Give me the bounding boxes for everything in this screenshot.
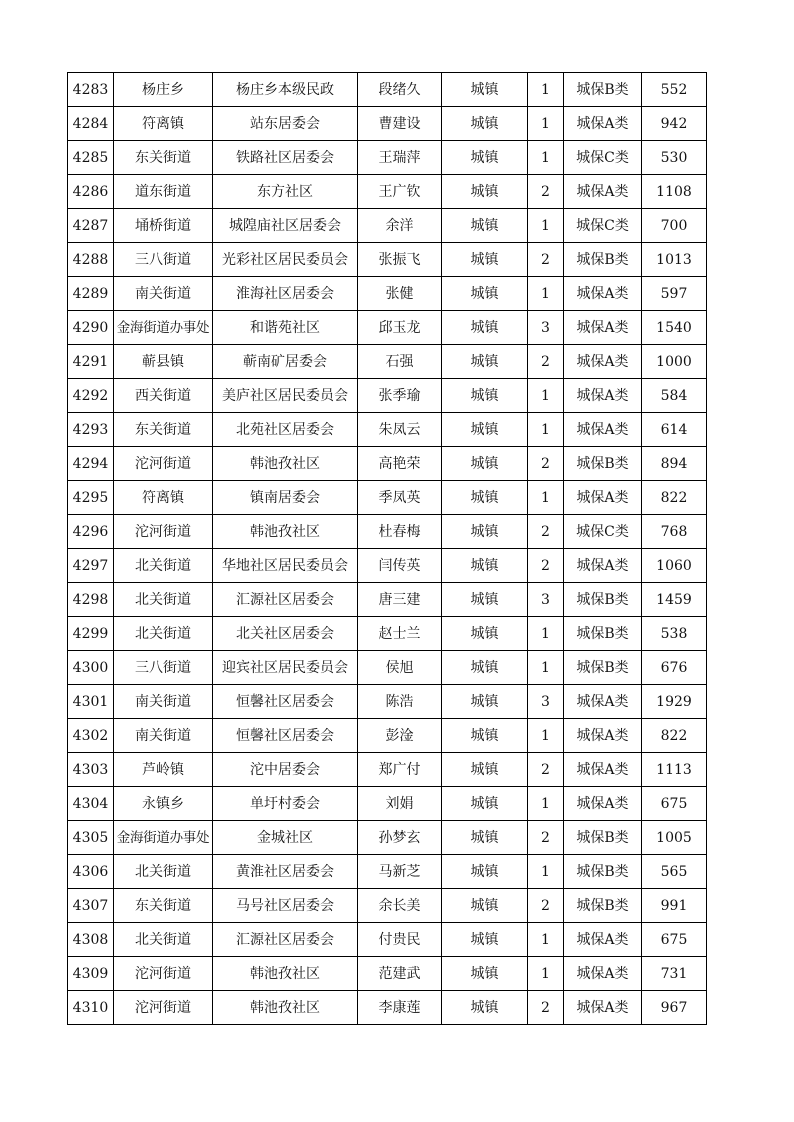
household-count-cell: 1 <box>528 141 564 175</box>
table-row <box>68 957 707 991</box>
area-type-cell: 城镇 <box>442 753 528 787</box>
table-row <box>68 651 707 685</box>
insurance-category-cell: 城保A类 <box>564 175 642 209</box>
table-row <box>68 583 707 617</box>
amount-cell: 1000 <box>642 345 707 379</box>
person-name-cell: 张振飞 <box>358 243 442 277</box>
person-name-cell: 彭淦 <box>358 719 442 753</box>
community-name-cell: 韩池孜社区 <box>213 991 358 1025</box>
amount-cell: 991 <box>642 889 707 923</box>
street-name-cell: 符离镇 <box>114 481 213 515</box>
table-row <box>68 787 707 821</box>
row-number-cell: 4298 <box>68 583 114 617</box>
person-name-cell: 付贵民 <box>358 923 442 957</box>
row-number-cell: 4299 <box>68 617 114 651</box>
table-row <box>68 617 707 651</box>
community-name-cell: 恒馨社区居委会 <box>213 719 358 753</box>
street-name-cell: 北关街道 <box>114 549 213 583</box>
insurance-category-cell: 城保B类 <box>564 447 642 481</box>
household-count-cell: 1 <box>528 719 564 753</box>
street-name-cell: 符离镇 <box>114 107 213 141</box>
insurance-category-cell: 城保B类 <box>564 855 642 889</box>
household-count-cell: 1 <box>528 73 564 107</box>
area-type-cell: 城镇 <box>442 243 528 277</box>
person-name-cell: 曹建设 <box>358 107 442 141</box>
street-name-cell: 南关街道 <box>114 277 213 311</box>
household-count-cell: 2 <box>528 345 564 379</box>
household-count-cell: 1 <box>528 107 564 141</box>
table-row <box>68 685 707 719</box>
area-type-cell: 城镇 <box>442 685 528 719</box>
row-number-cell: 4296 <box>68 515 114 549</box>
row-number-cell: 4286 <box>68 175 114 209</box>
household-count-cell: 3 <box>528 311 564 345</box>
community-name-cell: 镇南居委会 <box>213 481 358 515</box>
person-name-cell: 石强 <box>358 345 442 379</box>
insurance-category-cell: 城保B类 <box>564 73 642 107</box>
community-name-cell: 北关社区居委会 <box>213 617 358 651</box>
area-type-cell: 城镇 <box>442 583 528 617</box>
street-name-cell: 东关街道 <box>114 413 213 447</box>
table-row <box>68 447 707 481</box>
person-name-cell: 高艳荣 <box>358 447 442 481</box>
amount-cell: 614 <box>642 413 707 447</box>
community-name-cell: 城隍庙社区居委会 <box>213 209 358 243</box>
person-name-cell: 王瑞萍 <box>358 141 442 175</box>
street-name-cell: 南关街道 <box>114 685 213 719</box>
table-row <box>68 379 707 413</box>
records-table <box>67 72 707 1025</box>
amount-cell: 675 <box>642 787 707 821</box>
amount-cell: 768 <box>642 515 707 549</box>
street-name-cell: 东关街道 <box>114 141 213 175</box>
street-name-cell: 沱河街道 <box>114 957 213 991</box>
household-count-cell: 2 <box>528 175 564 209</box>
community-name-cell: 金城社区 <box>213 821 358 855</box>
row-number-cell: 4302 <box>68 719 114 753</box>
row-number-cell: 4291 <box>68 345 114 379</box>
area-type-cell: 城镇 <box>442 345 528 379</box>
row-number-cell: 4285 <box>68 141 114 175</box>
table-row <box>68 549 707 583</box>
area-type-cell: 城镇 <box>442 923 528 957</box>
community-name-cell: 恒馨社区居委会 <box>213 685 358 719</box>
area-type-cell: 城镇 <box>442 107 528 141</box>
street-name-cell: 沱河街道 <box>114 515 213 549</box>
area-type-cell: 城镇 <box>442 787 528 821</box>
table-row <box>68 821 707 855</box>
person-name-cell: 余洋 <box>358 209 442 243</box>
street-name-cell: 金海街道办事处 <box>114 311 213 345</box>
insurance-category-cell: 城保A类 <box>564 379 642 413</box>
person-name-cell: 余长美 <box>358 889 442 923</box>
community-name-cell: 韩池孜社区 <box>213 447 358 481</box>
area-type-cell: 城镇 <box>442 141 528 175</box>
household-count-cell: 2 <box>528 821 564 855</box>
community-name-cell: 站东居委会 <box>213 107 358 141</box>
table-row <box>68 481 707 515</box>
community-name-cell: 韩池孜社区 <box>213 515 358 549</box>
amount-cell: 552 <box>642 73 707 107</box>
community-name-cell: 单圩村委会 <box>213 787 358 821</box>
row-number-cell: 4303 <box>68 753 114 787</box>
person-name-cell: 侯旭 <box>358 651 442 685</box>
household-count-cell: 2 <box>528 515 564 549</box>
household-count-cell: 1 <box>528 209 564 243</box>
area-type-cell: 城镇 <box>442 821 528 855</box>
household-count-cell: 1 <box>528 787 564 821</box>
area-type-cell: 城镇 <box>442 515 528 549</box>
table-row <box>68 991 707 1025</box>
community-name-cell: 韩池孜社区 <box>213 957 358 991</box>
person-name-cell: 王广钦 <box>358 175 442 209</box>
community-name-cell: 马号社区居委会 <box>213 889 358 923</box>
street-name-cell: 三八街道 <box>114 651 213 685</box>
row-number-cell: 4295 <box>68 481 114 515</box>
household-count-cell: 1 <box>528 379 564 413</box>
insurance-category-cell: 城保B类 <box>564 651 642 685</box>
street-name-cell: 金海街道办事处 <box>114 821 213 855</box>
amount-cell: 1459 <box>642 583 707 617</box>
area-type-cell: 城镇 <box>442 209 528 243</box>
person-name-cell: 孙梦玄 <box>358 821 442 855</box>
household-count-cell: 2 <box>528 991 564 1025</box>
area-type-cell: 城镇 <box>442 719 528 753</box>
area-type-cell: 城镇 <box>442 277 528 311</box>
household-count-cell: 3 <box>528 583 564 617</box>
insurance-category-cell: 城保B类 <box>564 583 642 617</box>
community-name-cell: 美庐社区居民委员会 <box>213 379 358 413</box>
person-name-cell: 唐三建 <box>358 583 442 617</box>
amount-cell: 538 <box>642 617 707 651</box>
table-row <box>68 889 707 923</box>
street-name-cell: 三八街道 <box>114 243 213 277</box>
street-name-cell: 芦岭镇 <box>114 753 213 787</box>
street-name-cell: 东关街道 <box>114 889 213 923</box>
insurance-category-cell: 城保A类 <box>564 923 642 957</box>
amount-cell: 967 <box>642 991 707 1025</box>
row-number-cell: 4301 <box>68 685 114 719</box>
area-type-cell: 城镇 <box>442 447 528 481</box>
table-row <box>68 209 707 243</box>
area-type-cell: 城镇 <box>442 379 528 413</box>
community-name-cell: 蕲南矿居委会 <box>213 345 358 379</box>
insurance-category-cell: 城保A类 <box>564 345 642 379</box>
household-count-cell: 2 <box>528 447 564 481</box>
row-number-cell: 4310 <box>68 991 114 1025</box>
area-type-cell: 城镇 <box>442 991 528 1025</box>
table-row <box>68 107 707 141</box>
community-name-cell: 北苑社区居委会 <box>213 413 358 447</box>
amount-cell: 822 <box>642 481 707 515</box>
person-name-cell: 范建武 <box>358 957 442 991</box>
table-row <box>68 855 707 889</box>
household-count-cell: 1 <box>528 481 564 515</box>
household-count-cell: 2 <box>528 243 564 277</box>
amount-cell: 1005 <box>642 821 707 855</box>
person-name-cell: 张健 <box>358 277 442 311</box>
insurance-category-cell: 城保B类 <box>564 821 642 855</box>
insurance-category-cell: 城保A类 <box>564 957 642 991</box>
insurance-category-cell: 城保C类 <box>564 141 642 175</box>
area-type-cell: 城镇 <box>442 413 528 447</box>
row-number-cell: 4307 <box>68 889 114 923</box>
insurance-category-cell: 城保C类 <box>564 515 642 549</box>
amount-cell: 731 <box>642 957 707 991</box>
area-type-cell: 城镇 <box>442 549 528 583</box>
street-name-cell: 西关街道 <box>114 379 213 413</box>
amount-cell: 1929 <box>642 685 707 719</box>
insurance-category-cell: 城保B类 <box>564 243 642 277</box>
insurance-category-cell: 城保A类 <box>564 277 642 311</box>
table-row <box>68 243 707 277</box>
row-number-cell: 4290 <box>68 311 114 345</box>
household-count-cell: 1 <box>528 277 564 311</box>
table-row <box>68 515 707 549</box>
insurance-category-cell: 城保B类 <box>564 889 642 923</box>
community-name-cell: 铁路社区居委会 <box>213 141 358 175</box>
row-number-cell: 4308 <box>68 923 114 957</box>
row-number-cell: 4284 <box>68 107 114 141</box>
street-name-cell: 北关街道 <box>114 583 213 617</box>
community-name-cell: 汇源社区居委会 <box>213 923 358 957</box>
community-name-cell: 淮海社区居委会 <box>213 277 358 311</box>
community-name-cell: 东方社区 <box>213 175 358 209</box>
amount-cell: 530 <box>642 141 707 175</box>
insurance-category-cell: 城保A类 <box>564 481 642 515</box>
insurance-category-cell: 城保A类 <box>564 107 642 141</box>
area-type-cell: 城镇 <box>442 481 528 515</box>
community-name-cell: 华地社区居民委员会 <box>213 549 358 583</box>
person-name-cell: 刘娟 <box>358 787 442 821</box>
community-name-cell: 汇源社区居委会 <box>213 583 358 617</box>
row-number-cell: 4297 <box>68 549 114 583</box>
table-row <box>68 141 707 175</box>
household-count-cell: 2 <box>528 549 564 583</box>
household-count-cell: 1 <box>528 413 564 447</box>
person-name-cell: 朱凤云 <box>358 413 442 447</box>
row-number-cell: 4309 <box>68 957 114 991</box>
street-name-cell: 永镇乡 <box>114 787 213 821</box>
insurance-category-cell: 城保A类 <box>564 549 642 583</box>
household-count-cell: 2 <box>528 753 564 787</box>
person-name-cell: 马新芝 <box>358 855 442 889</box>
area-type-cell: 城镇 <box>442 889 528 923</box>
person-name-cell: 郑广付 <box>358 753 442 787</box>
street-name-cell: 南关街道 <box>114 719 213 753</box>
row-number-cell: 4283 <box>68 73 114 107</box>
amount-cell: 584 <box>642 379 707 413</box>
street-name-cell: 蕲县镇 <box>114 345 213 379</box>
insurance-category-cell: 城保C类 <box>564 209 642 243</box>
household-count-cell: 1 <box>528 651 564 685</box>
insurance-category-cell: 城保B类 <box>564 617 642 651</box>
amount-cell: 700 <box>642 209 707 243</box>
amount-cell: 565 <box>642 855 707 889</box>
amount-cell: 675 <box>642 923 707 957</box>
area-type-cell: 城镇 <box>442 957 528 991</box>
person-name-cell: 李康莲 <box>358 991 442 1025</box>
person-name-cell: 张季瑜 <box>358 379 442 413</box>
row-number-cell: 4305 <box>68 821 114 855</box>
table-row <box>68 73 707 107</box>
amount-cell: 894 <box>642 447 707 481</box>
household-count-cell: 3 <box>528 685 564 719</box>
table-row <box>68 277 707 311</box>
row-number-cell: 4306 <box>68 855 114 889</box>
household-count-cell: 1 <box>528 923 564 957</box>
street-name-cell: 埇桥街道 <box>114 209 213 243</box>
area-type-cell: 城镇 <box>442 651 528 685</box>
household-count-cell: 2 <box>528 889 564 923</box>
table-row <box>68 923 707 957</box>
community-name-cell: 光彩社区居民委员会 <box>213 243 358 277</box>
person-name-cell: 邱玉龙 <box>358 311 442 345</box>
amount-cell: 942 <box>642 107 707 141</box>
insurance-category-cell: 城保A类 <box>564 685 642 719</box>
insurance-category-cell: 城保A类 <box>564 719 642 753</box>
row-number-cell: 4294 <box>68 447 114 481</box>
table-body <box>68 73 707 1025</box>
row-number-cell: 4289 <box>68 277 114 311</box>
street-name-cell: 北关街道 <box>114 855 213 889</box>
table-row <box>68 753 707 787</box>
person-name-cell: 季凤英 <box>358 481 442 515</box>
amount-cell: 597 <box>642 277 707 311</box>
table-row <box>68 413 707 447</box>
row-number-cell: 4287 <box>68 209 114 243</box>
table-row <box>68 719 707 753</box>
street-name-cell: 沱河街道 <box>114 991 213 1025</box>
area-type-cell: 城镇 <box>442 617 528 651</box>
household-count-cell: 1 <box>528 855 564 889</box>
insurance-category-cell: 城保A类 <box>564 753 642 787</box>
amount-cell: 1060 <box>642 549 707 583</box>
community-name-cell: 沱中居委会 <box>213 753 358 787</box>
row-number-cell: 4300 <box>68 651 114 685</box>
area-type-cell: 城镇 <box>442 855 528 889</box>
insurance-category-cell: 城保A类 <box>564 311 642 345</box>
area-type-cell: 城镇 <box>442 175 528 209</box>
person-name-cell: 段绪久 <box>358 73 442 107</box>
person-name-cell: 杜春梅 <box>358 515 442 549</box>
row-number-cell: 4288 <box>68 243 114 277</box>
street-name-cell: 杨庄乡 <box>114 73 213 107</box>
amount-cell: 1013 <box>642 243 707 277</box>
community-name-cell: 迎宾社区居民委员会 <box>213 651 358 685</box>
community-name-cell: 杨庄乡本级民政 <box>213 73 358 107</box>
area-type-cell: 城镇 <box>442 311 528 345</box>
person-name-cell: 陈浩 <box>358 685 442 719</box>
street-name-cell: 北关街道 <box>114 923 213 957</box>
insurance-category-cell: 城保A类 <box>564 991 642 1025</box>
table-row <box>68 345 707 379</box>
amount-cell: 676 <box>642 651 707 685</box>
street-name-cell: 沱河街道 <box>114 447 213 481</box>
household-count-cell: 1 <box>528 617 564 651</box>
table-row <box>68 311 707 345</box>
person-name-cell: 闫传英 <box>358 549 442 583</box>
insurance-category-cell: 城保A类 <box>564 787 642 821</box>
insurance-category-cell: 城保A类 <box>564 413 642 447</box>
row-number-cell: 4293 <box>68 413 114 447</box>
table-row <box>68 175 707 209</box>
amount-cell: 1113 <box>642 753 707 787</box>
community-name-cell: 和谐苑社区 <box>213 311 358 345</box>
household-count-cell: 1 <box>528 957 564 991</box>
street-name-cell: 道东街道 <box>114 175 213 209</box>
row-number-cell: 4292 <box>68 379 114 413</box>
amount-cell: 1540 <box>642 311 707 345</box>
person-name-cell: 赵士兰 <box>358 617 442 651</box>
amount-cell: 1108 <box>642 175 707 209</box>
street-name-cell: 北关街道 <box>114 617 213 651</box>
area-type-cell: 城镇 <box>442 73 528 107</box>
community-name-cell: 黄淮社区居委会 <box>213 855 358 889</box>
amount-cell: 822 <box>642 719 707 753</box>
row-number-cell: 4304 <box>68 787 114 821</box>
